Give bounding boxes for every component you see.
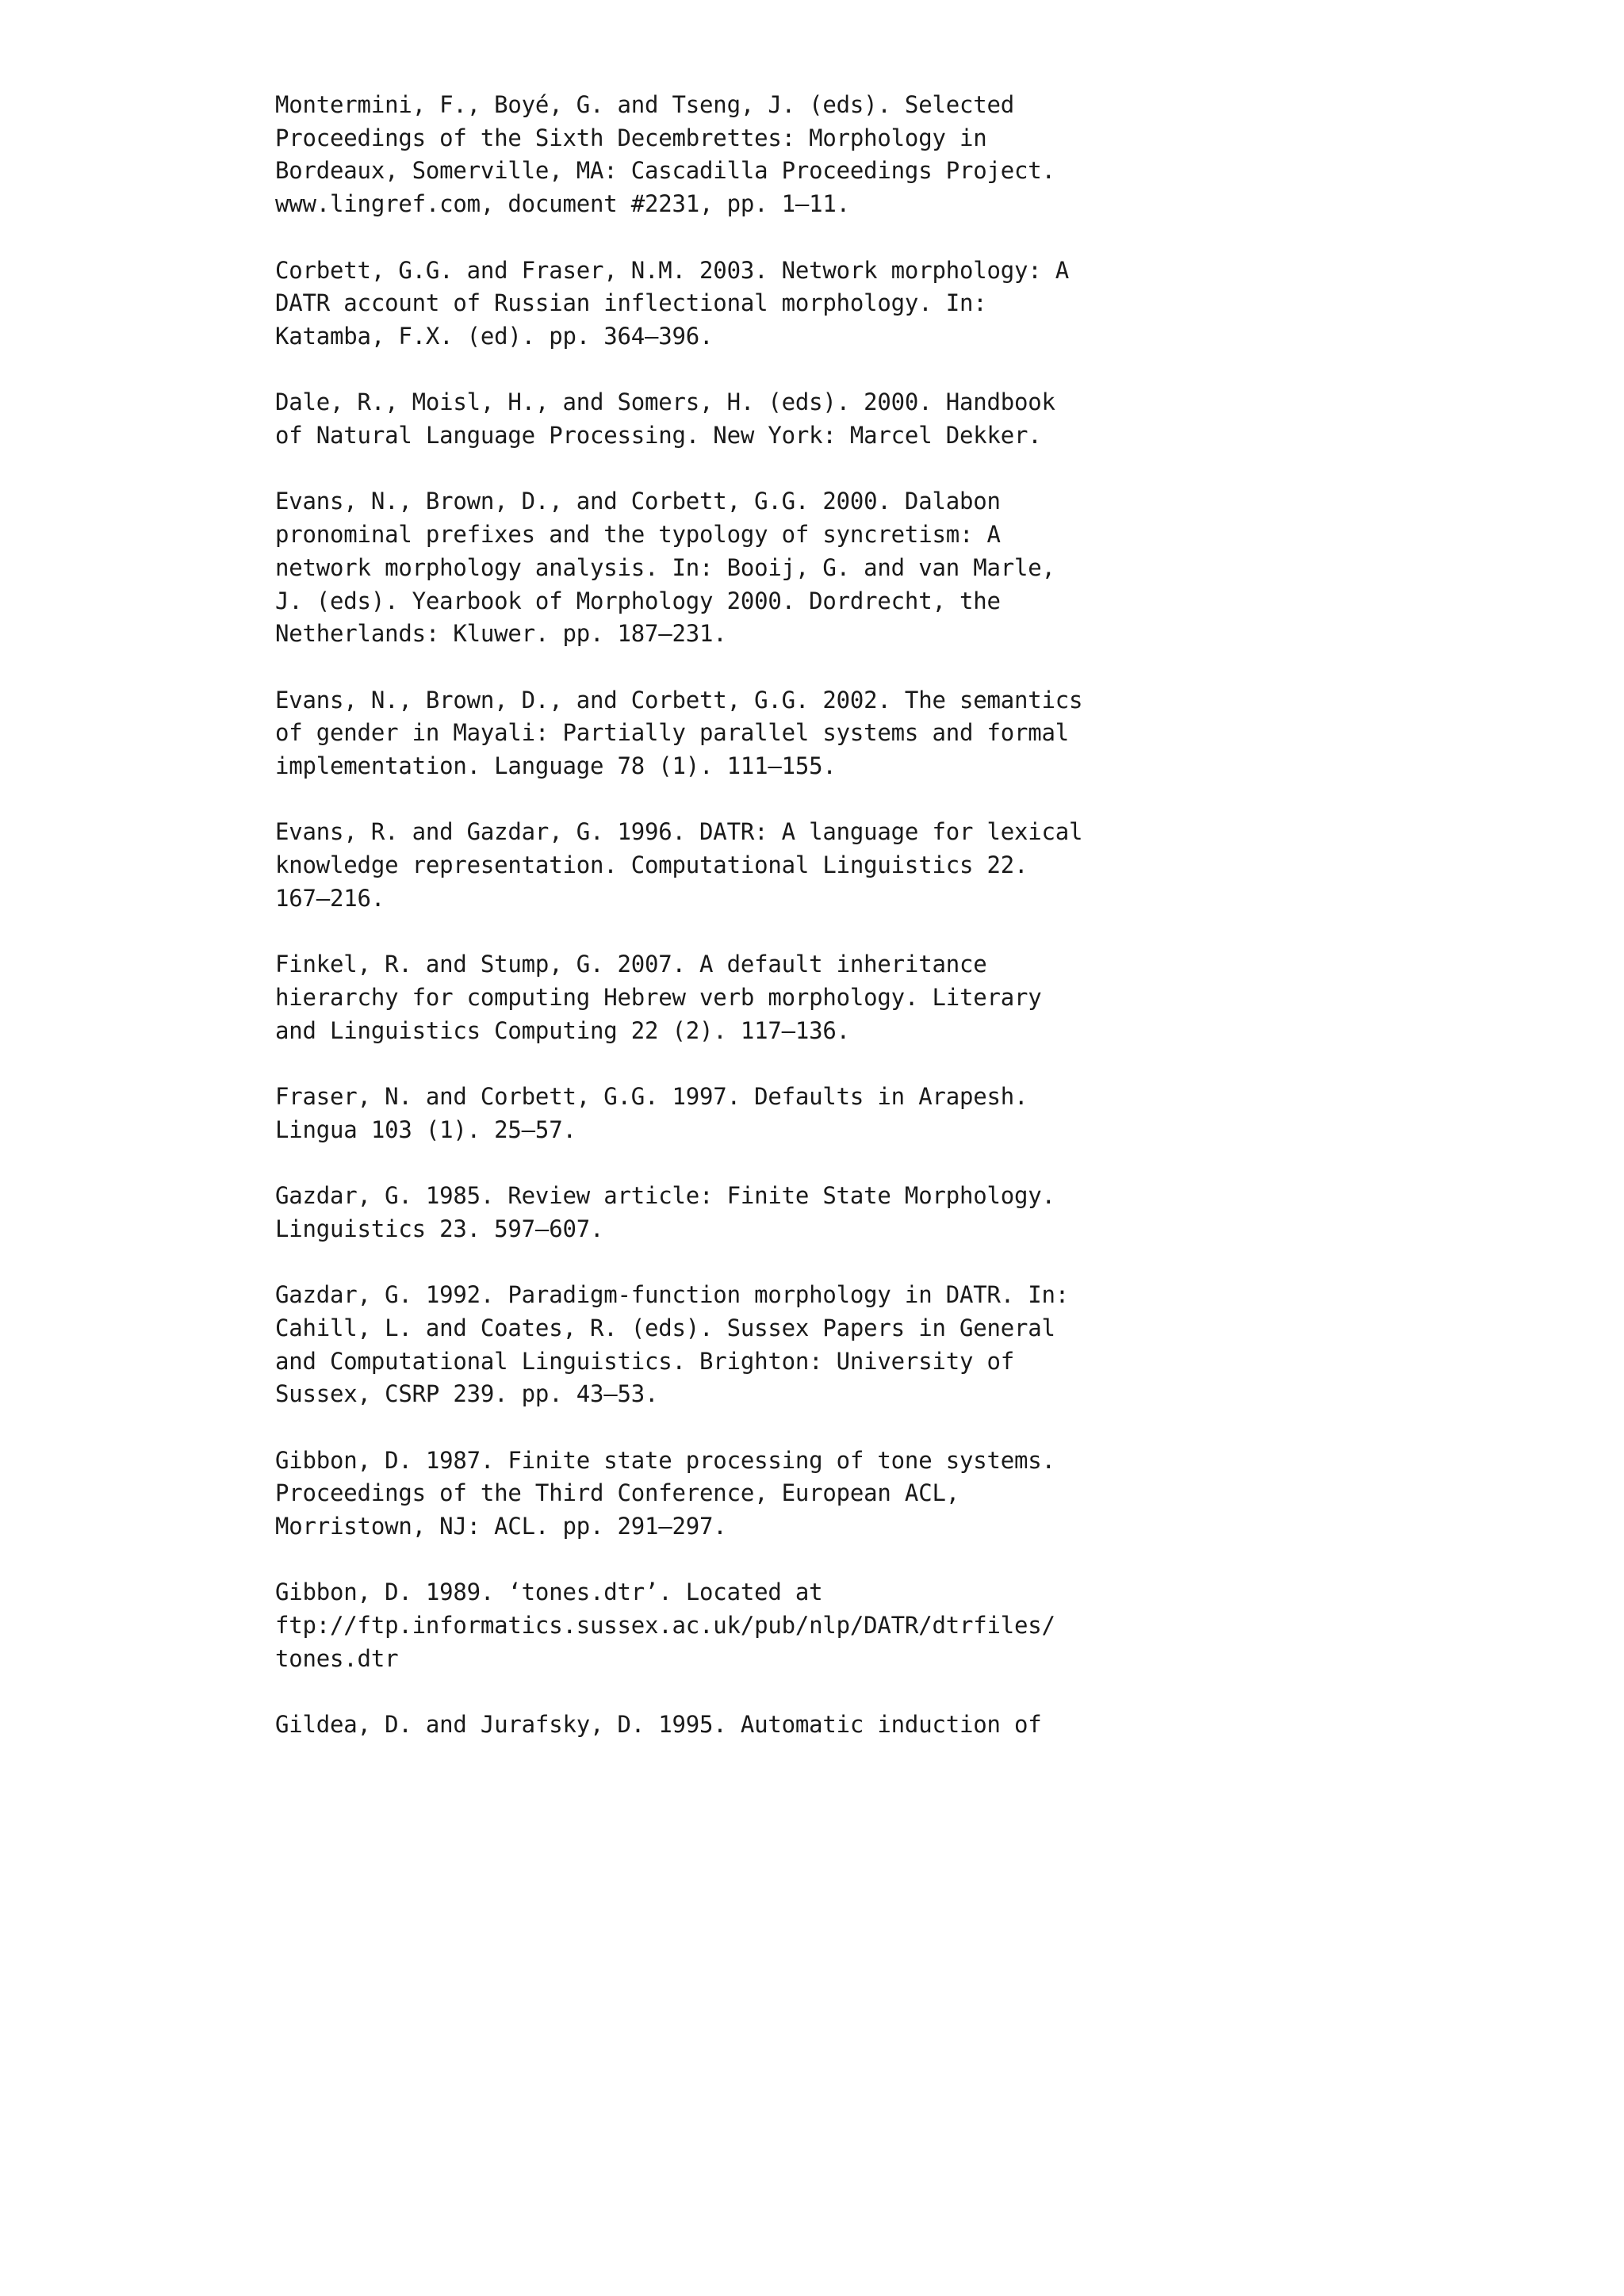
reference-line: Finkel, R. and Stump, G. 2007. A default inheritance	[275, 951, 987, 978]
reference-line: Evans, N., Brown, D., and Corbett, G.G. 2000. Dalabon	[275, 488, 1001, 515]
reference-line: Cahill, L. and Coates, R. (eds). Sussex Papers in General	[275, 1314, 1055, 1341]
reference-line: and Computational Linguistics. Brighton: University of	[275, 1347, 1015, 1375]
reference-entry	[275, 1709, 1465, 1742]
reference-line: knowledge representation. Computational Linguistics 22.	[275, 851, 1028, 879]
reference-line: Morristown, NJ: ACL. pp. 291–297.	[275, 1513, 727, 1540]
reference-line: tones.dtr	[275, 1644, 399, 1672]
reference-list	[275, 89, 1465, 1775]
reference-line: Linguistics 23. 597–607.	[275, 1215, 604, 1242]
reference-entry	[275, 1279, 1465, 1411]
reference-entry	[275, 1445, 1465, 1544]
reference-line: Gibbon, D. 1987. Finite state processing of tone systems.	[275, 1446, 1055, 1474]
reference-line: Bordeaux, Somerville, MA: Cascadilla Proceedings Project.	[275, 157, 1055, 185]
reference-line: Gazdar, G. 1992. Paradigm-function morphology in DATR. In:	[275, 1281, 1070, 1309]
reference-entry	[275, 1180, 1465, 1246]
reference-entry	[275, 948, 1465, 1047]
reference-line: Sussex, CSRP 239. pp. 43–53.	[275, 1380, 659, 1408]
reference-line: Montermini, F., Boyé, G. and Tseng, J. (eds). Selected	[275, 91, 1015, 118]
reference-entry	[275, 816, 1465, 915]
reference-entry	[275, 89, 1465, 221]
reference-entry	[275, 485, 1465, 651]
reference-line: DATR account of Russian inflectional morphology. In:	[275, 289, 987, 317]
reference-line: Gazdar, G. 1985. Review article: Finite State Morphology.	[275, 1182, 1055, 1210]
reference-line: 167–216.	[275, 884, 385, 912]
reference-line: of Natural Language Processing. New York: Marcel Dekker.	[275, 422, 1042, 449]
reference-line: network morphology analysis. In: Booij, G. and van Marle,	[275, 553, 1055, 581]
reference-line: Netherlands: Kluwer. pp. 187–231.	[275, 620, 727, 648]
reference-line: Dale, R., Moisl, H., and Somers, H. (eds). 2000. Handbook	[275, 388, 1055, 416]
reference-entry	[275, 1081, 1465, 1146]
reference-line: Fraser, N. and Corbett, G.G. 1997. Defaults in Arapesh.	[275, 1082, 1028, 1110]
reference-line: implementation. Language 78 (1). 111–155.	[275, 752, 837, 779]
reference-line: Gibbon, D. 1989. ‘tones.dtr’. Located at	[275, 1578, 823, 1606]
reference-line: J. (eds). Yearbook of Morphology 2000. Dordrecht, the	[275, 587, 1001, 614]
reference-url-line: ftp://ftp.informatics.sussex.ac.uk/pub/nlp/DATR/dtrfiles/	[275, 1612, 1055, 1640]
reference-line: Proceedings of the Third Conference, European ACL,	[275, 1479, 959, 1507]
reference-line: of gender in Mayali: Partially parallel systems and formal	[275, 719, 1070, 747]
reference-line: www.lingref.com, document #2231, pp. 1–11.	[275, 190, 850, 218]
reference-line: and Linguistics Computing 22 (2). 117–136.	[275, 1016, 850, 1044]
reference-entry	[275, 684, 1465, 783]
reference-line: Evans, N., Brown, D., and Corbett, G.G. 2002. The semantics	[275, 686, 1083, 714]
reference-line: Corbett, G.G. and Fraser, N.M. 2003. Network morphology: A	[275, 256, 1070, 284]
reference-line: hierarchy for computing Hebrew verb morphology. Literary	[275, 983, 1042, 1011]
reference-line: Lingua 103 (1). 25–57.	[275, 1115, 576, 1143]
reference-entry	[275, 254, 1465, 354]
reference-line: pronominal prefixes and the typology of syncretism: A	[275, 521, 1001, 549]
reference-line: Gildea, D. and Jurafsky, D. 1995. Automatic induction of	[275, 1711, 1042, 1739]
reference-line: Proceedings of the Sixth Decembrettes: Morphology in	[275, 124, 987, 151]
reference-line: Katamba, F.X. (ed). pp. 364–396.	[275, 322, 714, 350]
reference-entry	[275, 386, 1465, 452]
reference-entry	[275, 1576, 1465, 1675]
reference-line: Evans, R. and Gazdar, G. 1996. DATR: A language for lexical	[275, 818, 1083, 846]
